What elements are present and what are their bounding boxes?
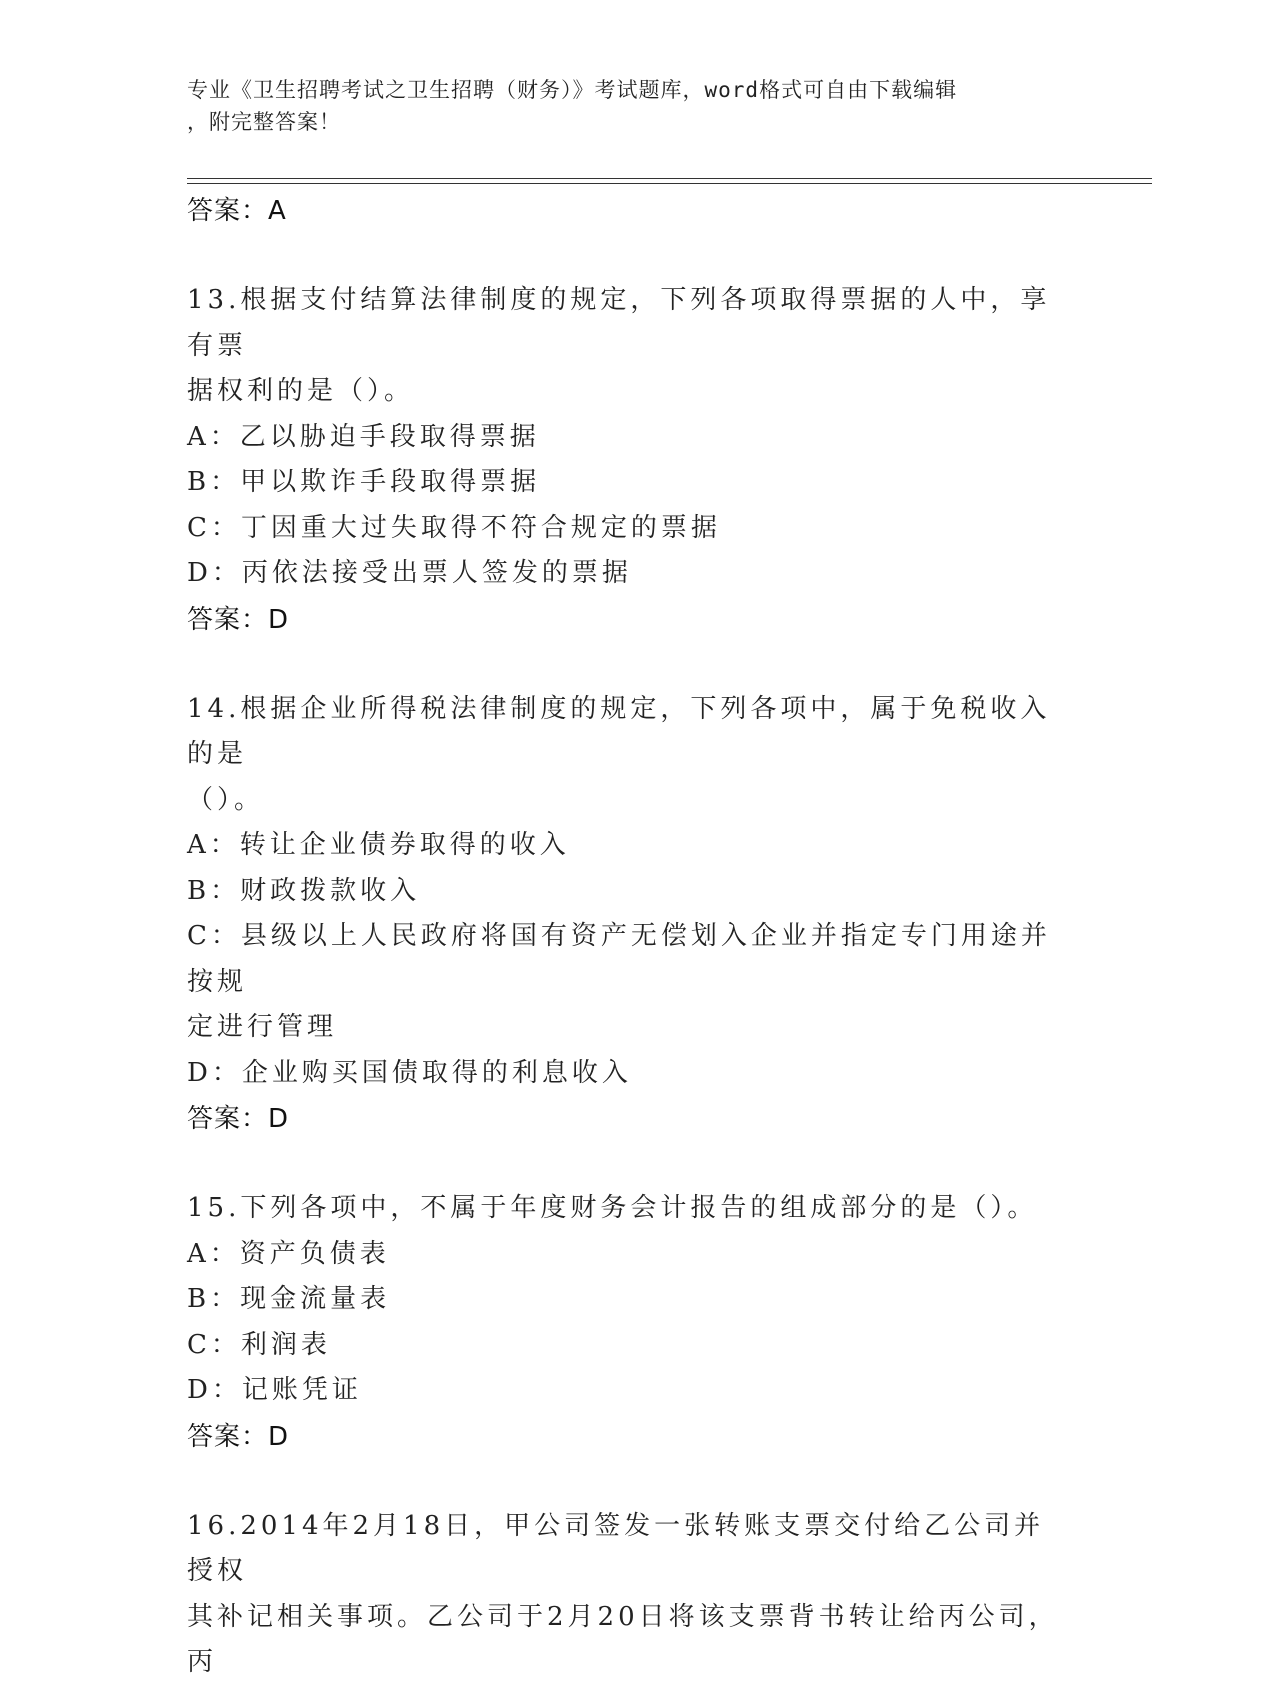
option-a: A：转让企业债券取得的收入 [187, 830, 570, 860]
question-16 [187, 1504, 1087, 1686]
spacer [187, 234, 1087, 278]
option-d: D：企业购买国债取得的利息收入 [187, 1057, 632, 1088]
question-15 [187, 1186, 1087, 1460]
spacer [187, 1460, 1087, 1504]
document-body [187, 188, 1087, 1686]
question-stem-line: 13.根据支付结算法律制度的规定，下列各项取得票据的人中，享有票 [187, 285, 1051, 361]
option-d: D：丙依法接受出票人签发的票据 [187, 558, 632, 588]
option-b: B：现金流量表 [187, 1284, 391, 1314]
header-line-1: 专业《卫生招聘考试之卫生招聘（财务）》考试题库，word格式可自由下载编辑 [187, 78, 958, 102]
answer-line: 答案：A [187, 196, 287, 226]
document-header [187, 74, 1067, 138]
option-a: A：乙以胁迫手段取得票据 [187, 421, 540, 452]
option-b: B：财政拨款收入 [187, 875, 421, 906]
option-c: C：利润表 [187, 1329, 331, 1360]
question-stem-line: 据权利的是（）。 [187, 376, 415, 406]
question-stem-line: 16.2014年2月18日，甲公司签发一张转账支票交付给乙公司并授权 [187, 1510, 1045, 1586]
spacer [187, 1142, 1087, 1186]
option-c: C：丁因重大过失取得不符合规定的票据 [187, 512, 721, 543]
option-c: C：县级以上人民政府将国有资产无偿划入企业并指定专门用途并按规 [187, 921, 1051, 997]
answer-line: 答案：D [187, 1104, 290, 1134]
answer-line: 答案：D [187, 1421, 290, 1452]
answer-line: 答案：D [187, 604, 290, 635]
option-c-continued: 定进行管理 [187, 1012, 338, 1042]
option-d: D：记账凭证 [187, 1375, 362, 1405]
question-14 [187, 687, 1087, 1143]
question-stem-line: 其补记相关事项。乙公司于2月20日将该支票背书转让给丙公司，丙 [187, 1601, 1059, 1677]
header-line-2: ，附完整答案！ [187, 110, 341, 134]
option-a: A：资产负债表 [187, 1238, 390, 1269]
spacer [187, 643, 1087, 687]
question-stem-line: 15.下列各项中，不属于年度财务会计报告的组成部分的是（）。 [187, 1193, 1038, 1223]
option-b: B：甲以欺诈手段取得票据 [187, 467, 541, 497]
question-stem-line: （）。 [187, 784, 265, 815]
question-stem-line: 14.根据企业所得税法律制度的规定，下列各项中，属于免税收入的是 [187, 693, 1051, 769]
question-13 [187, 278, 1087, 643]
header-divider-top [187, 178, 1152, 179]
header-divider-bottom [187, 183, 1152, 184]
